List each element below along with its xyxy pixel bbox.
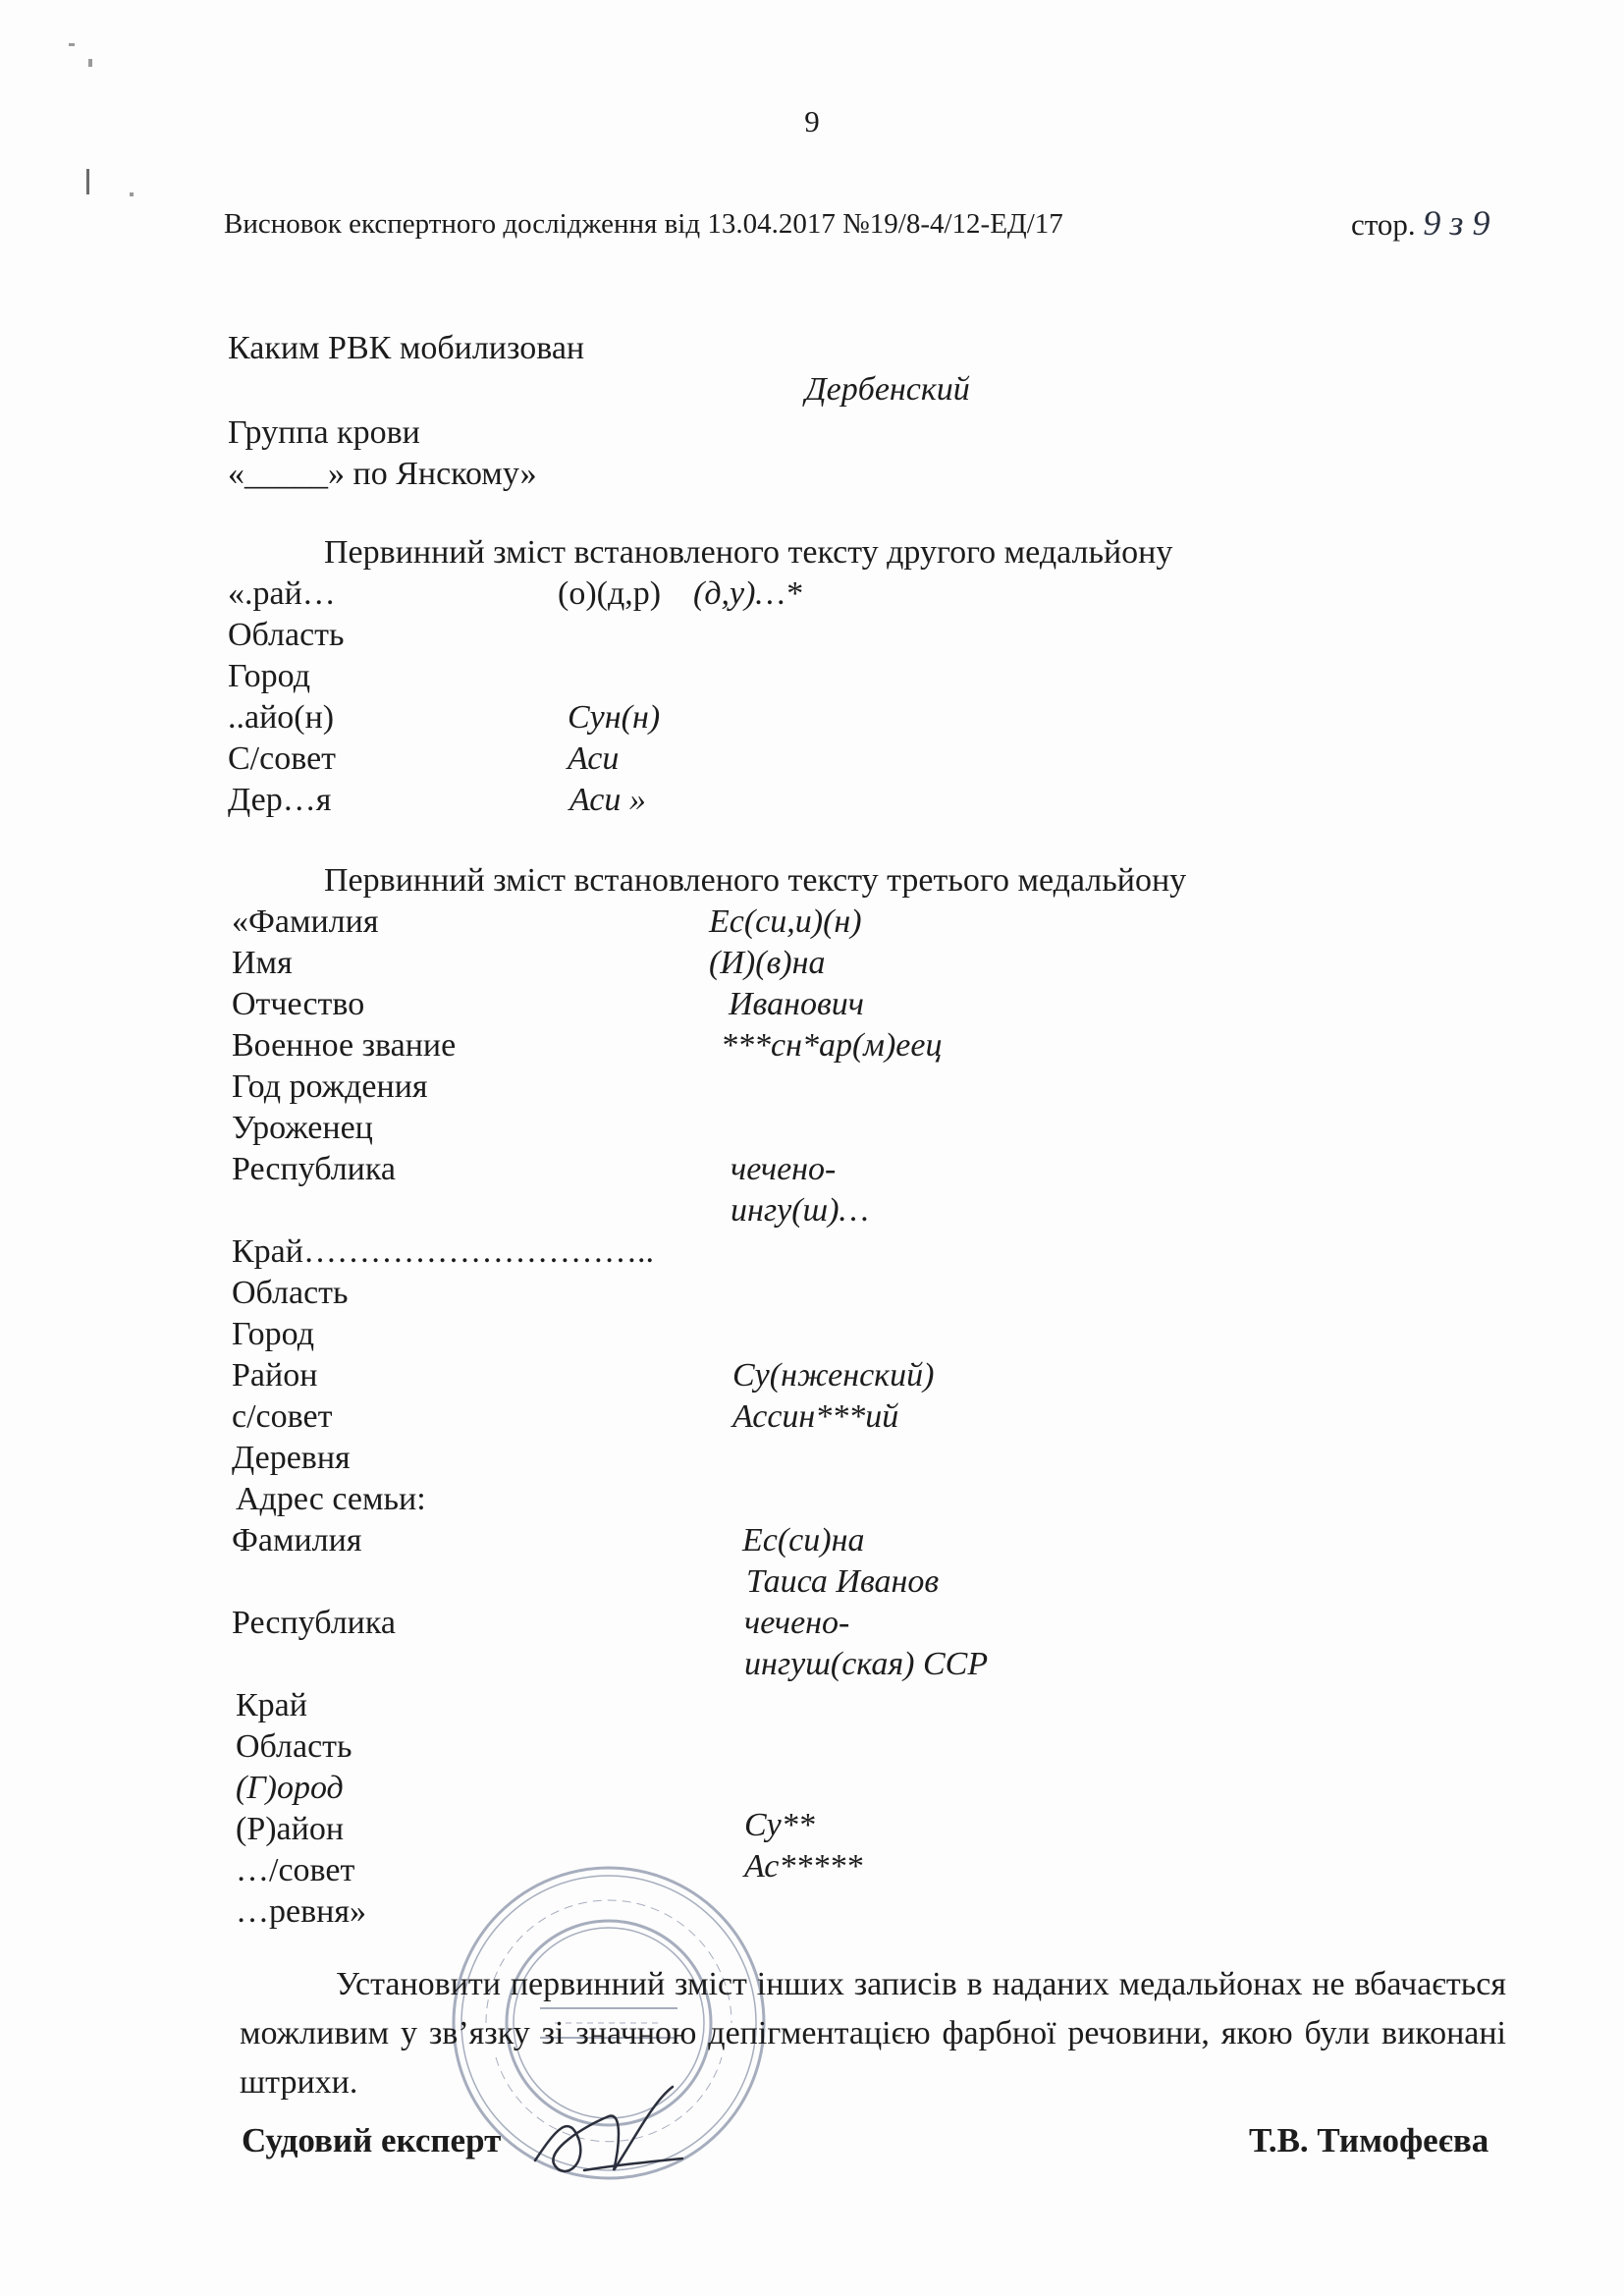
field-label: ..айо(н) bbox=[228, 699, 335, 736]
expert-name: Т.В. Тимофеєва bbox=[1249, 2121, 1489, 2159]
field-label: Область bbox=[236, 1728, 352, 1765]
scan-mark bbox=[88, 59, 92, 67]
field-value: Таиса Иванов bbox=[746, 1563, 940, 1600]
field-value: Су** bbox=[744, 1807, 815, 1843]
field-value: чечено- bbox=[731, 1151, 837, 1187]
field-label: «_____» по Янскому» bbox=[228, 456, 537, 492]
field-label: …ревня» bbox=[236, 1893, 366, 1930]
field-label: Каким РВК мобилизован bbox=[228, 330, 585, 366]
scan-mark bbox=[69, 43, 75, 46]
field-label: Год рождения bbox=[232, 1068, 428, 1105]
conclusion-paragraph: Установити первинний зміст інших записів в наданих медальйонах не вбачається можливим у зв’язку зі значною депігментацією фарбної речовини, якою були виконані штрихи. bbox=[240, 1966, 1506, 2101]
field-value: Дербенский bbox=[805, 371, 970, 408]
field-label: Группа крови bbox=[228, 414, 420, 451]
field-value: чечено- bbox=[744, 1605, 850, 1641]
field-value: ингу(ш)… bbox=[731, 1192, 869, 1229]
field-label: Область bbox=[232, 1275, 349, 1311]
section-heading: Первинний зміст встановленого тексту другого медальйону bbox=[324, 534, 1173, 571]
field-value: Су(нженский) bbox=[732, 1357, 935, 1394]
page-label: стор. bbox=[1351, 207, 1416, 242]
field-value: (И)(в)на bbox=[709, 945, 826, 981]
scan-mark bbox=[86, 169, 89, 194]
field-label: Республика bbox=[232, 1605, 396, 1641]
field-label: «Фамилия bbox=[232, 903, 379, 940]
field-value: Ассин***ий bbox=[732, 1398, 899, 1435]
field-label: Фамилия bbox=[232, 1522, 362, 1558]
field-label: Область bbox=[228, 617, 345, 653]
field-label: (Г)ород bbox=[236, 1770, 344, 1806]
field-label: Республика bbox=[232, 1151, 396, 1187]
field-label: Дер…я bbox=[228, 782, 332, 818]
document-title: Висновок експертного дослідження від 13.04.2017 №19/8-4/12-ЕД/17 bbox=[224, 208, 1063, 240]
handwritten-signature bbox=[525, 2072, 692, 2190]
field-label: Адрес семьи: bbox=[236, 1481, 426, 1517]
field-value: Ес(си,и)(н) bbox=[709, 903, 862, 940]
field-value-italic: Сун(н) bbox=[568, 699, 661, 736]
field-value: ***сн*ар(м)еец bbox=[721, 1027, 943, 1064]
field-value-italic: (д,у)…* bbox=[693, 575, 802, 612]
page-number: 9 bbox=[804, 104, 820, 138]
field-label: с/совет bbox=[232, 1398, 333, 1435]
signature-role: Судовий експерт bbox=[242, 2121, 502, 2159]
field-label: Военное звание bbox=[232, 1027, 457, 1064]
field-value: Ас***** bbox=[744, 1848, 863, 1885]
field-label: Отчество bbox=[232, 986, 365, 1022]
field-label: Город bbox=[232, 1316, 314, 1352]
field-value-italic: Аси bbox=[568, 740, 620, 777]
section-heading: Первинний зміст встановленого тексту третього медальйону bbox=[324, 862, 1187, 899]
field-value: (о)(д,р) bbox=[558, 575, 662, 612]
page-of: 9 з 9 bbox=[1423, 203, 1490, 243]
field-label: С/совет bbox=[228, 740, 337, 777]
field-label: Край………………………….. bbox=[232, 1233, 654, 1270]
field-value: Ес(си)на bbox=[742, 1522, 865, 1558]
field-label: Город bbox=[228, 658, 310, 694]
field-label: …/совет bbox=[236, 1852, 355, 1888]
field-label: Край bbox=[236, 1687, 307, 1723]
page-counter bbox=[1351, 202, 1489, 244]
scan-mark bbox=[130, 192, 134, 196]
field-value-italic: Аси » bbox=[569, 782, 646, 818]
field-value: ингуш(ская) ССР bbox=[744, 1646, 989, 1682]
field-label: «.рай… bbox=[228, 575, 336, 612]
field-value: Иванович bbox=[729, 986, 864, 1022]
field-label: Имя bbox=[232, 945, 293, 981]
field-label: Деревня bbox=[232, 1440, 351, 1476]
field-label: (Р)айон bbox=[236, 1811, 345, 1847]
field-label: Район bbox=[232, 1357, 318, 1394]
field-label: Уроженец bbox=[232, 1110, 373, 1146]
